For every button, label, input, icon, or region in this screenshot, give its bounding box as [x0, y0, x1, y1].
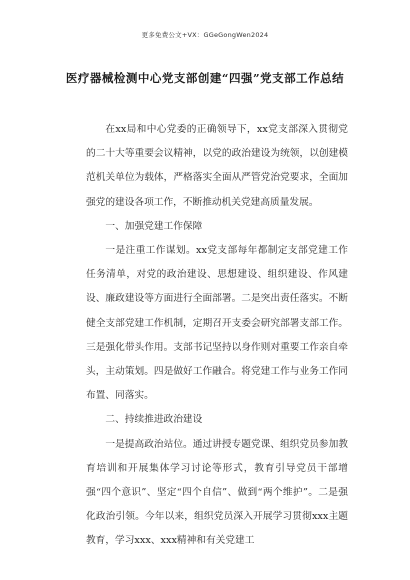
intro-paragraph: 在xx局和中心党委的正确领导下，xx党支部深入贯彻党的二十大等重要会议精神，以党的政治建设为统领，以创建模范机关单位为载体，严格落实全面从严管党治党要求，全面加强党的建设各项工作，不断推动机关党建高质量发展。	[86, 124, 348, 208]
header-note: 更多免费公文+VX：GGeGongWen2024	[141, 31, 269, 39]
section-2-paragraph: 一是提高政治站位。通过讲授专题党课、组织党员参加教育培训和开展集体学习讨论等形式，教育引导党员干部增强“四个意识”、坚定“四个自信”、做到“两个维护”。二是强化政治引领。今年以来，组织党员深入开展学习贯彻xxx主题教育，学习xxx、xxx精神和有关党建工	[86, 438, 348, 547]
document-body	[86, 118, 348, 554]
section-heading-1: 一、加强党建工作保障	[105, 220, 203, 232]
section-1-paragraph: 一是注重工作谋划。xx党支部每年都制定支部党建工作任务清单，对党的政治建设、思想建设、组织建设、作风建设、廉政建设等方面进行全面部署。二是突出责任落实。不断健全支部党建工作机制，定期召开支委会研究部署支部工作。三是强化带头作用。支部书记坚持以身作则对重要工作亲自牵头，主动策划。四是做好工作融合。将党建工作与业务工作同布置、同落实。	[86, 245, 348, 402]
document-title: 医疗器械检测中心党支部创建“四强”党支部工作总结	[65, 71, 345, 85]
section-heading-2: 二、持续推进政治建设	[105, 414, 203, 426]
